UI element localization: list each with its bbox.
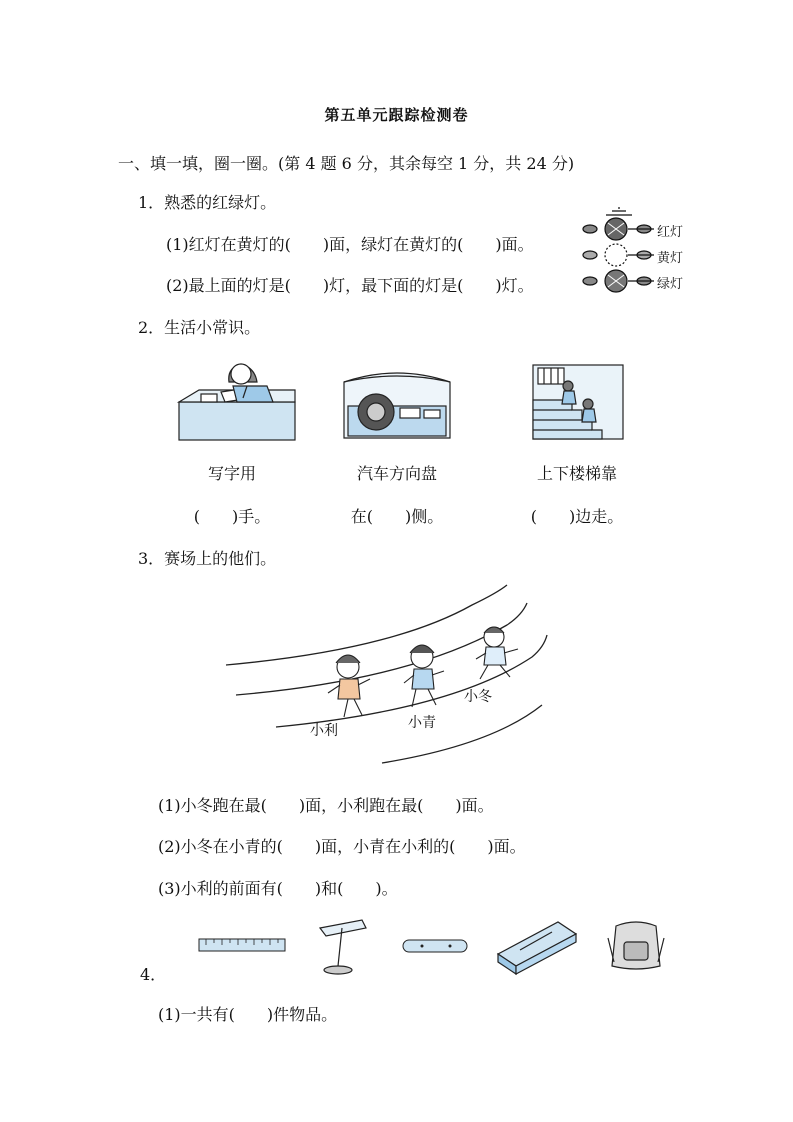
runner-label-xiaodong: 小冬 — [464, 689, 492, 705]
yellow-light-label: 黄灯 — [657, 251, 684, 266]
red-light-label: 红灯 — [657, 225, 684, 240]
page-title: 第五单元跟踪检测卷 — [324, 106, 469, 124]
runner-label-xiaoqing: 小青 — [408, 715, 436, 731]
q2-stem: 2．生活小常识。 — [138, 318, 261, 337]
desk-lamp-illustration — [316, 918, 370, 976]
q1-line2: (2)最上面的灯是( )灯，最下面的灯是( )灯。 — [166, 276, 534, 295]
eraser-illustration — [402, 938, 468, 954]
q2-blank-steering: 在( )侧。 — [350, 507, 444, 526]
stairs-illustration — [532, 364, 624, 440]
race-track-illustration — [222, 585, 552, 765]
q2-blank-stairs: ( )边走。 — [530, 507, 624, 526]
q2-blank-writing: ( )手。 — [193, 507, 271, 526]
girl-writing-illustration — [177, 352, 297, 442]
section-heading: 一、填一填，圈一圈。(第 4 题 6 分，其余每空 1 分，共 24 分) — [118, 154, 575, 173]
q3-line2: (2)小冬在小青的( )面，小青在小利的( )面。 — [158, 837, 526, 856]
q1-line1: (1)红灯在黄灯的( )面，绿灯在黄灯的( )面。 — [166, 235, 534, 254]
ruler-illustration — [198, 938, 286, 952]
q4-line1: (1)一共有( )件物品。 — [158, 1005, 338, 1024]
q3-line3: (3)小利的前面有( )和( )。 — [158, 879, 398, 898]
green-light-label: 绿灯 — [657, 277, 684, 292]
q2-caption-stairs: 上下楼梯靠 — [536, 464, 617, 483]
runner-label-xiaoli: 小利 — [310, 723, 338, 739]
backpack-illustration — [606, 920, 666, 972]
pencil-case-illustration — [496, 916, 578, 974]
q1-stem: 1．熟悉的红绿灯。 — [138, 193, 277, 212]
q3-line1: (1)小冬跑在最( )面，小利跑在最( )面。 — [158, 796, 494, 815]
q2-caption-writing: 写字用 — [207, 464, 256, 483]
q4-stem: 4． — [140, 965, 167, 984]
q2-caption-steering: 汽车方向盘 — [356, 464, 437, 483]
q3-stem: 3．赛场上的他们。 — [138, 549, 277, 568]
steering-wheel-illustration — [340, 362, 454, 440]
